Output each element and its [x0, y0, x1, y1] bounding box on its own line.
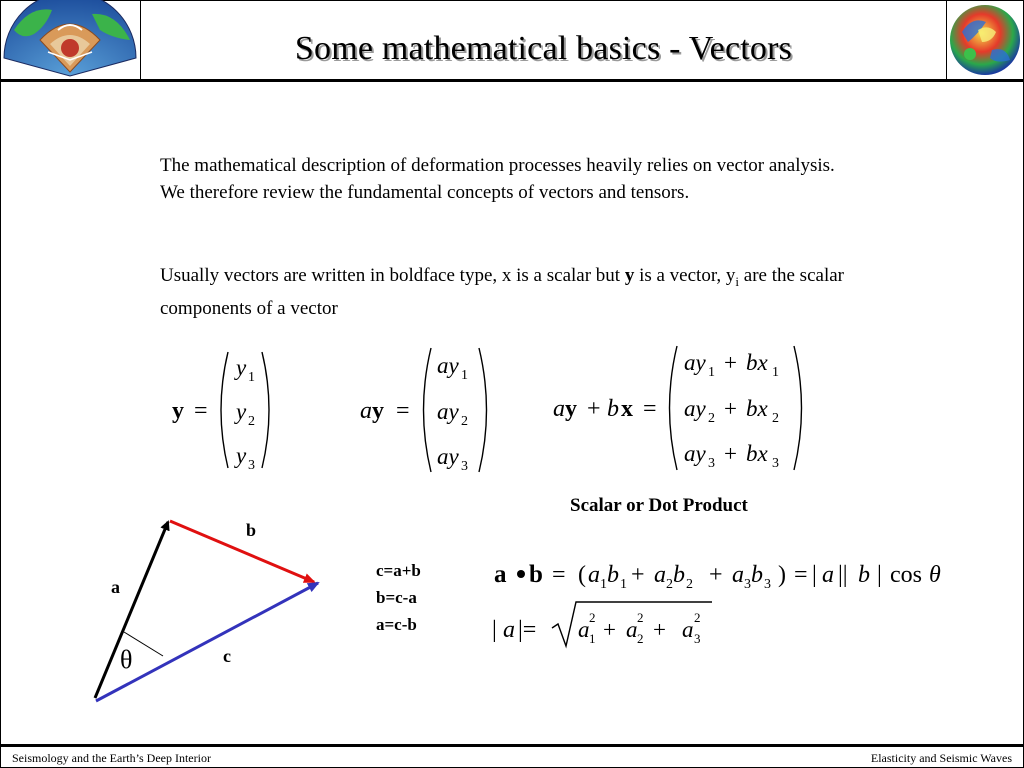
scaled-vector-equation [360, 348, 487, 474]
svg-text:θ: θ [929, 562, 941, 588]
svg-text:+: + [603, 617, 616, 642]
svg-text:bx: bx [746, 396, 768, 421]
svg-text:|=: |= [518, 617, 537, 643]
svg-text:3: 3 [772, 456, 779, 471]
relation-2: b=c-a [376, 588, 417, 607]
svg-text:+: + [709, 562, 723, 588]
svg-text:ay: ay [684, 350, 706, 375]
page-title: Some mathematical basics - Vectors [294, 30, 793, 67]
svg-text:=: = [794, 562, 808, 588]
svg-text:+: + [653, 617, 666, 642]
dot-product-equation [494, 561, 941, 592]
svg-text:2: 2 [637, 610, 644, 625]
label-a: a [111, 577, 120, 597]
svg-text:+: + [631, 562, 645, 588]
magnitude-equation [492, 602, 712, 646]
svg-text:a: a [494, 561, 507, 588]
label-b: b [246, 520, 257, 540]
svg-text:1: 1 [600, 577, 607, 592]
svg-text:=: = [552, 562, 566, 588]
svg-text:3: 3 [764, 577, 771, 592]
svg-text:a: a [360, 398, 372, 424]
svg-text:ay: ay [437, 399, 459, 424]
svg-text:b: b [529, 561, 543, 588]
svg-text:y: y [172, 398, 184, 424]
svg-text:3: 3 [248, 458, 255, 473]
relation-3: a=c-b [376, 615, 417, 634]
label-theta: θ [120, 645, 133, 674]
svg-text:ay: ay [684, 396, 706, 421]
vector-b-arrow [170, 521, 314, 582]
svg-text:a: a [578, 617, 590, 642]
svg-text:=: = [643, 396, 657, 422]
svg-text:|: | [492, 617, 497, 643]
svg-text:2: 2 [589, 610, 596, 625]
svg-text:a: a [503, 617, 515, 643]
svg-text:y: y [372, 398, 384, 424]
svg-text:a: a [654, 562, 666, 588]
svg-text:2: 2 [694, 610, 701, 625]
svg-text:y: y [565, 396, 577, 422]
svg-text:): ) [778, 562, 786, 588]
svg-text:y: y [236, 443, 247, 468]
svg-text:=: = [396, 398, 410, 424]
svg-text:1: 1 [248, 370, 255, 385]
svg-text:1: 1 [708, 365, 715, 380]
svg-text:b: b [751, 562, 763, 588]
svg-text:=: = [194, 398, 208, 424]
svg-text:+: + [724, 396, 737, 421]
svg-text:2: 2 [772, 411, 779, 426]
svg-text:b: b [607, 396, 619, 422]
svg-text:bx: bx [746, 441, 768, 466]
vector-relations [376, 557, 421, 638]
para2-text-2: is a vector, y [634, 265, 736, 286]
svg-text:|: | [877, 562, 882, 588]
svg-text:ay: ay [437, 444, 459, 469]
svg-text:2: 2 [666, 577, 673, 592]
linear-combination-equation [553, 346, 802, 471]
para2-subscript-i: i [735, 273, 740, 289]
intro-paragraph: The mathematical description of deformation processes heavily relies on vector analysis. We therefore review the fundamental concepts of vectors and tensors. [160, 155, 835, 203]
para2-text-3: are the scalar components of a vector [160, 265, 844, 319]
para2-bold-y: y [624, 265, 635, 286]
relation-1: c=a+b [376, 561, 421, 580]
svg-text:a: a [732, 562, 744, 588]
svg-text:a: a [626, 617, 638, 642]
svg-text:1: 1 [589, 631, 596, 646]
svg-text:bx: bx [746, 350, 768, 375]
svg-text:(: ( [578, 562, 586, 588]
svg-text:y: y [236, 399, 247, 424]
svg-text:1: 1 [620, 577, 627, 592]
svg-text:b: b [673, 562, 685, 588]
para2-text-1: Usually vectors are written in boldface type, x is a scalar but [160, 265, 625, 286]
svg-text:ay: ay [684, 441, 706, 466]
svg-text:1: 1 [772, 365, 779, 380]
svg-text:x: x [621, 396, 633, 422]
svg-text:ay: ay [437, 353, 459, 378]
svg-text:|: | [812, 562, 817, 588]
svg-text:a: a [553, 396, 565, 422]
svg-text:+: + [724, 441, 737, 466]
svg-text:cos: cos [890, 562, 922, 588]
label-c: c [223, 646, 231, 666]
svg-text:2: 2 [248, 414, 255, 429]
svg-text:a: a [682, 617, 694, 642]
svg-text:y: y [236, 355, 247, 380]
vector-c-arrow [96, 583, 318, 701]
svg-text:1: 1 [461, 368, 468, 383]
svg-text:3: 3 [708, 456, 715, 471]
svg-text:a: a [588, 562, 600, 588]
dot-product-caption: Scalar or Dot Product [570, 495, 748, 516]
svg-text:2: 2 [461, 414, 468, 429]
svg-text:3: 3 [744, 577, 751, 592]
footer-chapter-title: Elasticity and Seismic Waves [870, 751, 1012, 765]
svg-text:3: 3 [694, 631, 701, 646]
footer-course-title: Seismology and the Earth’s Deep Interior [12, 751, 211, 765]
svg-text:2: 2 [686, 577, 693, 592]
svg-text:3: 3 [461, 459, 468, 474]
svg-text:b: b [858, 562, 870, 588]
svg-text:+: + [724, 350, 737, 375]
footer-rule [0, 744, 1024, 747]
svg-text:b: b [607, 562, 619, 588]
svg-text:a: a [822, 562, 834, 588]
svg-text:||: || [838, 562, 848, 588]
vector-y-equation [172, 352, 269, 473]
svg-text:2: 2 [637, 631, 644, 646]
svg-text:+: + [587, 396, 601, 422]
svg-text:2: 2 [708, 411, 715, 426]
